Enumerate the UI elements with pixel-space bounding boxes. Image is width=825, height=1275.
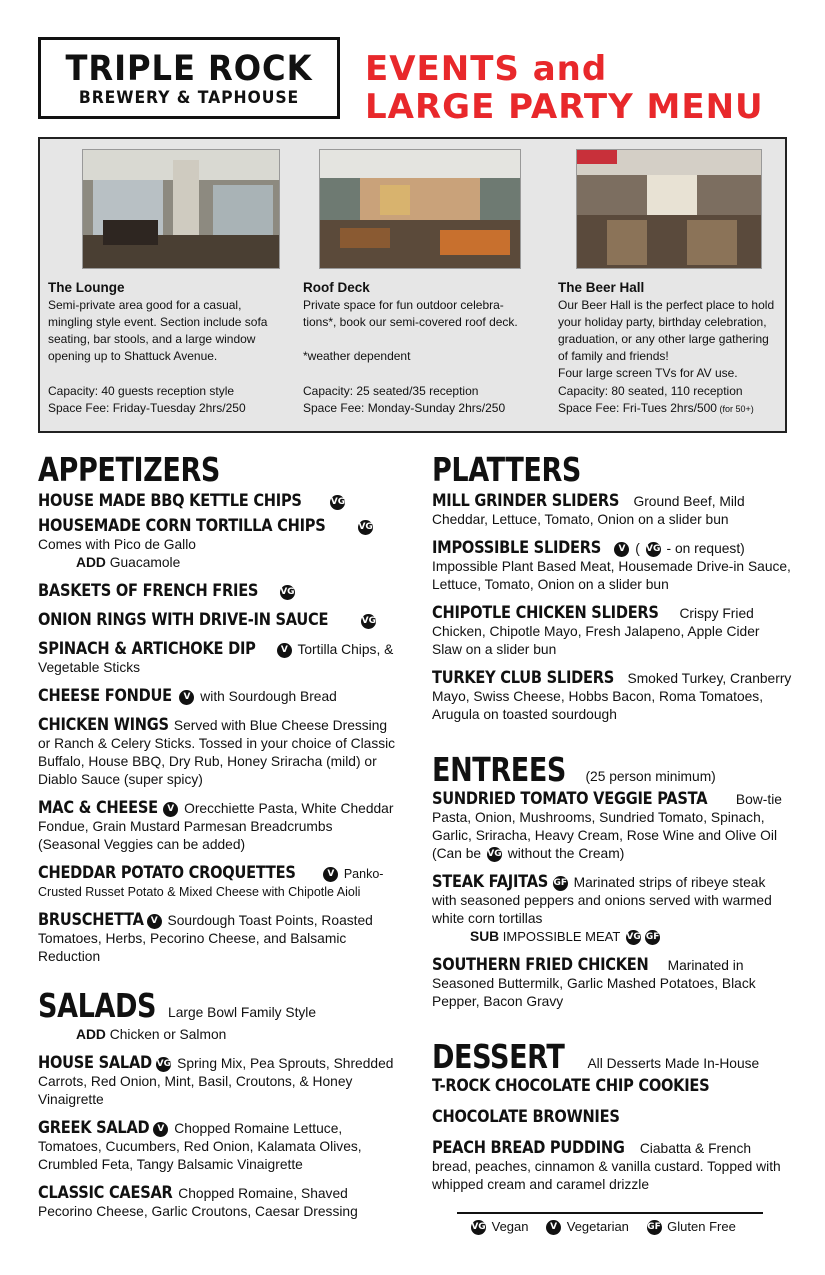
- section-title-platters: PLATTERS: [432, 450, 581, 489]
- item-note: without the Cream): [503, 846, 625, 861]
- gluten-free-icon: GF: [647, 1220, 662, 1235]
- legend-vegetarian: Vegetarian: [566, 1219, 629, 1234]
- menu-item: [432, 956, 792, 1011]
- item-name: CHEESE FONDUE: [38, 686, 172, 706]
- menu-item: [38, 1119, 398, 1174]
- menu-item: [38, 864, 398, 901]
- item-description: Orecchiette Pasta, White Cheddar Fondue, Grain Mustard Parmesan Breadcrumbs (Seasonal Veggies can be added): [38, 801, 394, 852]
- page-title-line-1: EVENTS and: [365, 49, 608, 89]
- item-description: Chopped Romaine Lettuce, Tomatoes, Cucumbers, Red Onion, Kalamata Olives, Crumbled Feta, Tangy Balsamic Vinaigrette: [38, 1121, 362, 1172]
- legend-gluten-free: Gluten Free: [667, 1219, 736, 1234]
- menu-item: [432, 873, 792, 946]
- menu-right-column: [432, 450, 792, 1194]
- vegetarian-icon: V: [163, 802, 178, 817]
- section-title-entrees: ENTREES: [432, 750, 567, 789]
- item-name: SOUTHERN FRIED CHICKEN: [432, 955, 649, 975]
- item-name: BASKETS OF FRENCH FRIES: [38, 581, 259, 601]
- item-description: Comes with Pico de Gallo: [38, 537, 196, 552]
- venue-capacity-block: [303, 383, 553, 417]
- salad-add-line: [38, 1026, 398, 1044]
- menu-item: [38, 517, 398, 572]
- venue-name: Roof Deck: [303, 280, 370, 295]
- vegan-icon: VG: [156, 1057, 171, 1072]
- item-name: SPINACH & ARTICHOKE DIP: [38, 639, 256, 659]
- add-text: Guacamole: [105, 555, 181, 570]
- salads-header: [38, 986, 398, 1026]
- menu-item: [432, 604, 792, 659]
- section-note: (25 person minimum): [585, 769, 716, 784]
- legend-vegan: Vegan: [491, 1219, 529, 1234]
- venues-panel: [38, 137, 787, 433]
- item-name: GREEK SALAD: [38, 1118, 150, 1138]
- menu-item: [38, 640, 398, 677]
- vegetarian-icon: V: [277, 643, 292, 658]
- venue-capacity: Capacity: 80 seated, 110 reception: [558, 384, 743, 398]
- item-name: HOUSEMADE CORN TORTILLA CHIPS: [38, 516, 326, 536]
- venue-description: Semi-private area good for a casual, mingling style event. Section include sofa seating, bar stools, and a large window opening up to Shattuck Avenue.: [48, 298, 268, 363]
- venue-capacity-block: [558, 383, 808, 418]
- item-description: Ciabatta & French bread, peaches, cinnamon & vanilla custard. Topped with whipped cream and caramel drizzle: [432, 1141, 781, 1192]
- item-description: Spring Mix, Pea Sprouts, Shredded Carrots, Red Onion, Mint, Basil, Croutons, & Honey Vinaigrette: [38, 1056, 394, 1107]
- item-description: Smoked Turkey, Cranberry Mayo, Swiss Cheese, Hobbs Bacon, Roma Tomatoes, Arugula on toasted sourdough: [432, 671, 792, 722]
- vegan-icon: VG: [358, 520, 373, 535]
- menu-item: [432, 1108, 792, 1127]
- menu-item: [432, 1077, 792, 1096]
- item-description: Marinated strips of ribeye steak with seasoned peppers and onions served with warmed white corn tortillas: [432, 875, 772, 926]
- item-name: HOUSE MADE BBQ KETTLE CHIPS: [38, 491, 302, 511]
- venue-fee: Space Fee: Monday-Sunday 2hrs/250: [303, 401, 506, 415]
- menu-item: [38, 611, 398, 630]
- logo-line-1: TRIPLE ROCK: [65, 49, 313, 89]
- menu-item: [38, 799, 398, 854]
- item-description: Tortilla Chips, & Vegetable Sticks: [38, 642, 394, 675]
- menu-item: [38, 582, 398, 601]
- item-name: CHICKEN WINGS: [38, 715, 169, 735]
- vegetarian-icon: V: [153, 1122, 168, 1137]
- menu-item: [432, 539, 792, 594]
- brand-logo: [38, 37, 340, 119]
- item-description: Crispy Fried Chicken, Chipotle Mayo, Fresh Jalapeno, Apple Cider Slaw on a slider bun: [432, 606, 760, 657]
- venue-capacity-block: [48, 383, 298, 417]
- vegetarian-icon: V: [614, 542, 629, 557]
- venue-photo: [82, 149, 280, 269]
- gluten-free-icon: GF: [553, 876, 568, 891]
- vegan-icon: VG: [361, 614, 376, 629]
- item-name: CHOCOLATE BROWNIES: [432, 1107, 620, 1127]
- vegan-icon: VG: [646, 542, 661, 557]
- venue-description: Private space for fun outdoor celebra- tions*, book our semi-covered roof deck. *weather dependent: [303, 298, 518, 363]
- menu-item: [38, 716, 398, 789]
- item-name: T-ROCK CHOCOLATE CHIP COOKIES: [432, 1076, 710, 1096]
- venue-photo: [319, 149, 521, 269]
- vegetarian-icon: V: [323, 867, 338, 882]
- menu-item: [38, 492, 398, 511]
- section-title-appetizers: APPETIZERS: [38, 450, 220, 489]
- section-title-dessert: DESSERT: [432, 1037, 565, 1076]
- menu-item: [432, 790, 792, 863]
- item-description: Panko-Crusted Russet Potato & Mixed Cheese with Chipotle Aioli: [38, 867, 384, 899]
- item-description: Bow-tie Pasta, Onion, Mushrooms, Sundried Tomato, Spinach, Garlic, Sriracha, Heavy Cream, Rose Wine and Olive Oil: [432, 792, 782, 843]
- vegetarian-icon: V: [147, 914, 162, 929]
- vegetarian-icon: V: [546, 1220, 561, 1235]
- item-name: ONION RINGS WITH DRIVE-IN SAUCE: [38, 610, 329, 630]
- item-name: MAC & CHEESE: [38, 798, 158, 818]
- sub-label: SUB: [470, 929, 500, 944]
- item-description: with Sourdough Bread: [196, 689, 337, 704]
- item-name: TURKEY CLUB SLIDERS: [432, 668, 615, 688]
- venue-fee: Space Fee: Friday-Tuesday 2hrs/250: [48, 401, 246, 415]
- item-description: Sourdough Toast Points, Roasted Tomatoes, Herbs, Pecorino Cheese, and Balsamic Reduction: [38, 913, 373, 964]
- dietary-legend: [457, 1212, 763, 1235]
- item-name: BRUSCHETTA: [38, 910, 144, 930]
- venue-name: The Beer Hall: [558, 280, 645, 295]
- item-name: HOUSE SALAD: [38, 1053, 152, 1073]
- item-description: Marinated in Seasoned Buttermilk, Garlic Mashed Potatoes, Black Pepper, Bacon Gravy: [432, 958, 756, 1009]
- venue-photo: [576, 149, 762, 269]
- item-note: (: [631, 541, 644, 556]
- section-subtitle: Large Bowl Family Style: [168, 1005, 317, 1020]
- menu-item: [38, 687, 398, 706]
- item-note: - on request): [662, 541, 745, 556]
- logo-line-2: BREWERY & TAPHOUSE: [78, 88, 300, 108]
- menu-left-column: [38, 450, 398, 1221]
- menu-item: [432, 492, 792, 529]
- item-description: Impossible Plant Based Meat, Housemade Drive-in Sauce, Lettuce, Tomato, Onion on a slider bun: [432, 559, 791, 592]
- item-description: Ground Beef, Mild Cheddar, Lettuce, Tomato, Onion on a slider bun: [432, 494, 745, 527]
- vegan-icon: VG: [471, 1220, 486, 1235]
- item-name: IMPOSSIBLE SLIDERS: [432, 538, 602, 558]
- vegan-icon: VG: [487, 847, 502, 862]
- vegan-icon: VG: [280, 585, 295, 600]
- item-description: Served with Blue Cheese Dressing or Ranch & Celery Sticks. Tossed in your choice of Classic Buffalo, House BBQ, Dry Rub, Honey Sriracha (mild) or Diablo Sauce (super spicy): [38, 718, 396, 787]
- venue-name: The Lounge: [48, 280, 125, 295]
- page-title-line-2: LARGE PARTY MENU: [365, 87, 764, 127]
- sub-text: IMPOSSIBLE MEAT: [499, 929, 621, 944]
- add-label: ADD: [76, 1027, 106, 1042]
- venue-capacity: Capacity: 40 guests reception style: [48, 384, 235, 398]
- item-name: SUNDRIED TOMATO VEGGIE PASTA: [432, 789, 708, 809]
- item-note: (Can be: [432, 846, 485, 861]
- item-name: PEACH BREAD PUDDING: [432, 1138, 625, 1158]
- add-label: ADD: [76, 555, 106, 570]
- venue-description: Our Beer Hall is the perfect place to hold your holiday party, birthday celebration, graduation, or any other large gathering of family and friends! Four large screen TVs for AV use.: [558, 298, 775, 380]
- item-name: STEAK FAJITAS: [432, 872, 549, 892]
- dessert-header: [432, 1037, 792, 1077]
- venue-beer-hall: [558, 149, 798, 415]
- add-text: Chicken or Salmon: [105, 1027, 227, 1042]
- venue-capacity: Capacity: 25 seated/35 reception: [303, 384, 479, 398]
- entrees-header: [432, 750, 792, 790]
- venue-fee: Space Fee: Fri-Tues 2hrs/500 (for 50+): [558, 401, 754, 415]
- vegan-icon: VG: [626, 930, 641, 945]
- vegetarian-icon: V: [179, 690, 194, 705]
- menu-item: [432, 1139, 792, 1194]
- section-note: All Desserts Made In-House: [587, 1056, 760, 1071]
- item-name: CHIPOTLE CHICKEN SLIDERS: [432, 603, 659, 623]
- item-name: MILL GRINDER SLIDERS: [432, 491, 620, 511]
- item-description: Chopped Romaine, Shaved Pecorino Cheese, Garlic Croutons, Caesar Dressing: [38, 1186, 358, 1219]
- gluten-free-icon: GF: [645, 930, 660, 945]
- section-title-salads: SALADS: [38, 986, 157, 1025]
- venue-roof-deck: [303, 149, 543, 415]
- venue-fee-note: (for 50+): [716, 404, 754, 414]
- menu-item: [38, 1054, 398, 1109]
- vegan-icon: VG: [330, 495, 345, 510]
- menu-item: [38, 911, 398, 966]
- item-name: CLASSIC CAESAR: [38, 1183, 173, 1203]
- menu-item: [432, 669, 792, 724]
- menu-item: [38, 1184, 398, 1221]
- item-name: CHEDDAR POTATO CROQUETTES: [38, 863, 296, 883]
- venue-lounge: [48, 149, 288, 415]
